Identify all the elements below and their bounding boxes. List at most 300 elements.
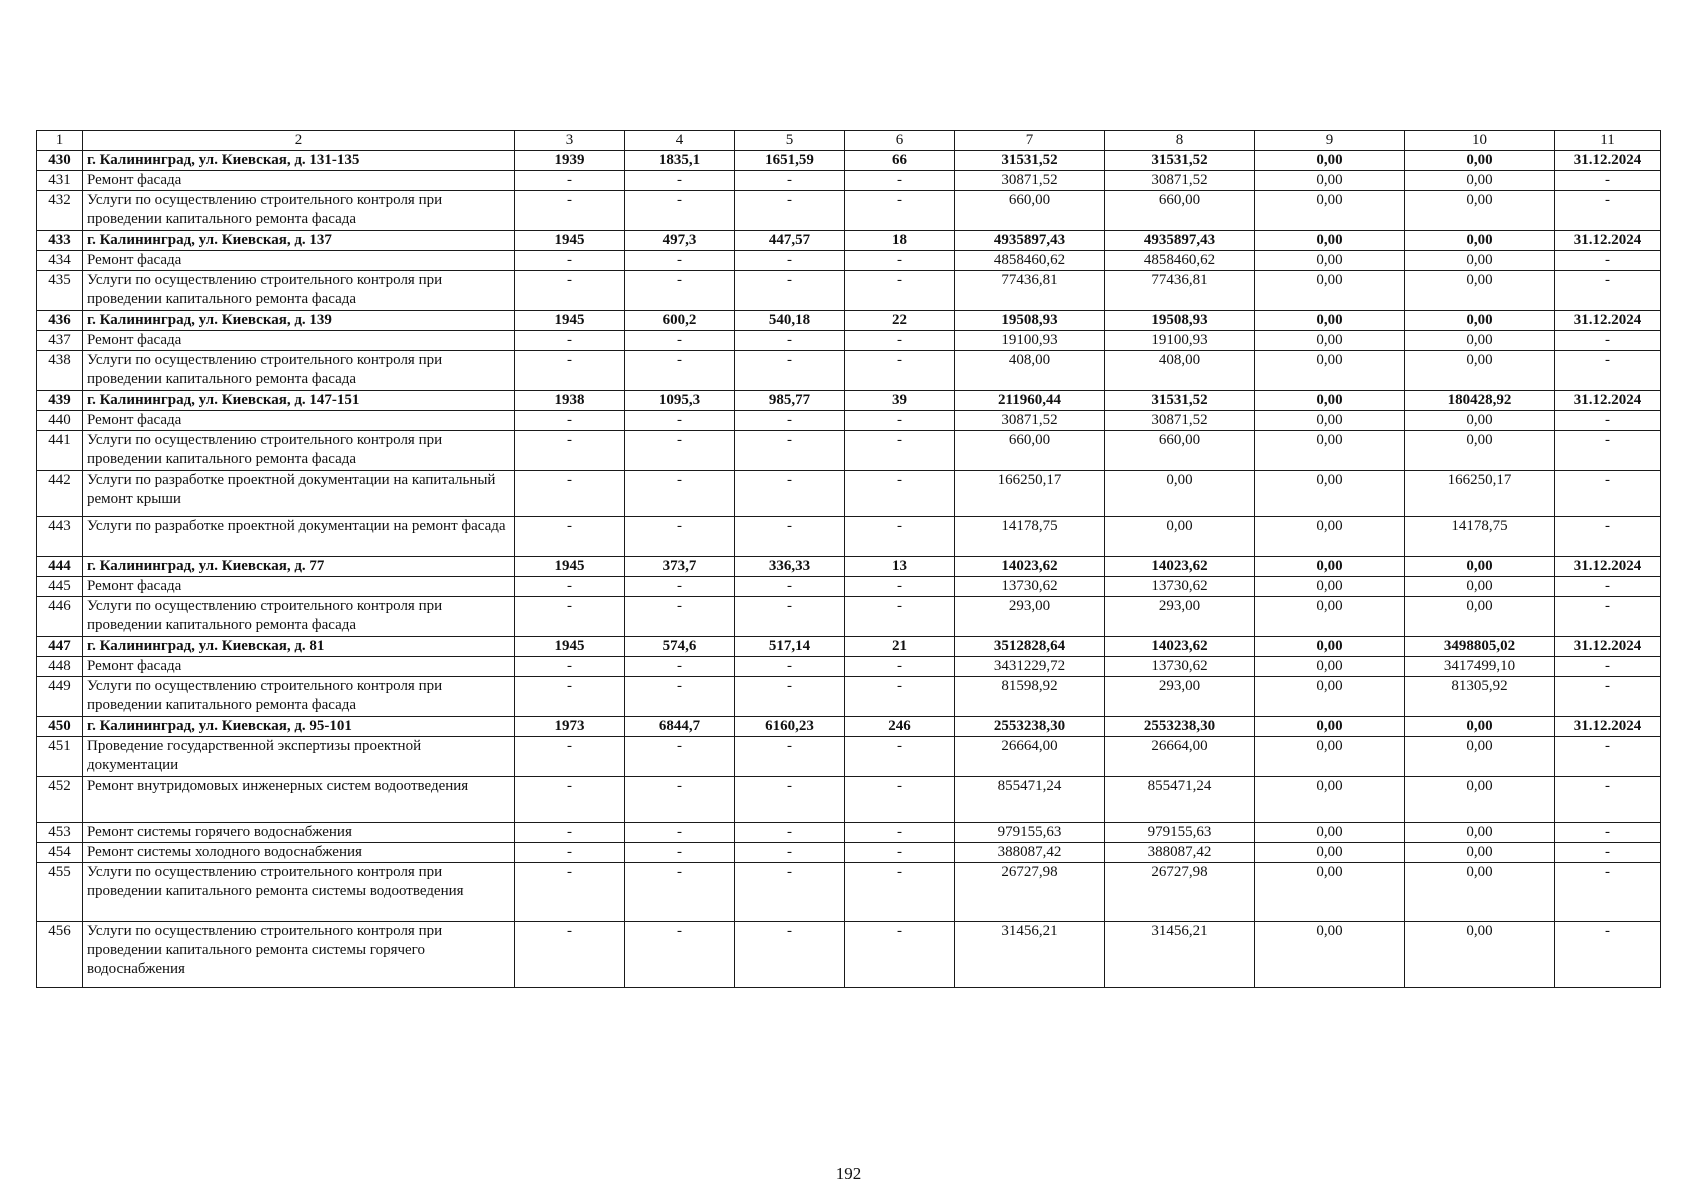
cost-total-cell: 31531,52 [955,151,1105,171]
year-cell: - [515,331,625,351]
name-cell: Услуги по осуществлению строительного контроля при проведении капитального ремонта фасада [83,677,515,717]
area-total-cell: 600,2 [625,311,735,331]
cost-total-cell: 30871,52 [955,171,1105,191]
name-cell: Ремонт фасада [83,331,515,351]
name-cell: Ремонт фасада [83,577,515,597]
cost-fund-cell: 408,00 [1105,351,1255,391]
deadline-cell: - [1555,823,1661,843]
work-item-row [37,863,1661,922]
year-cell: - [515,737,625,777]
col-header: 11 [1555,131,1661,151]
table-body [37,131,1661,988]
year-cell: - [515,351,625,391]
area-living-cell: - [735,777,845,823]
cost-budget-cell: 0,00 [1255,777,1405,823]
area-living-cell: 517,14 [735,637,845,657]
cost-owners-cell: 0,00 [1405,777,1555,823]
row-number-cell: 454 [37,843,83,863]
year-cell: - [515,517,625,557]
cost-budget-cell: 0,00 [1255,863,1405,922]
name-cell: Услуги по осуществлению строительного контроля при проведении капитального ремонта системы горячего водоснабжения [83,922,515,988]
cost-budget-cell: 0,00 [1255,557,1405,577]
work-item-row [37,922,1661,988]
name-cell: Услуги по осуществлению строительного контроля при проведении капитального ремонта фасада [83,431,515,471]
name-cell: Проведение государственной экспертизы проектной документации [83,737,515,777]
row-number-cell: 448 [37,657,83,677]
cost-budget-cell: 0,00 [1255,823,1405,843]
cost-owners-cell: 0,00 [1405,922,1555,988]
area-living-cell: 540,18 [735,311,845,331]
name-cell: Услуги по осуществлению строительного контроля при проведении капитального ремонта фасада [83,271,515,311]
name-cell: Ремонт фасада [83,657,515,677]
cost-total-cell: 2553238,30 [955,717,1105,737]
area-living-cell: - [735,577,845,597]
cost-total-cell: 166250,17 [955,471,1105,517]
cost-owners-cell: 0,00 [1405,411,1555,431]
name-cell: г. Калининград, ул. Киевская, д. 131-135 [83,151,515,171]
area-living-cell: - [735,517,845,557]
cost-owners-cell: 180428,92 [1405,391,1555,411]
cost-fund-cell: 31456,21 [1105,922,1255,988]
cost-total-cell: 77436,81 [955,271,1105,311]
residents-cell: 66 [845,151,955,171]
area-living-cell: - [735,597,845,637]
capital-repair-table [36,130,1661,988]
cost-fund-cell: 0,00 [1105,471,1255,517]
cost-owners-cell: 0,00 [1405,191,1555,231]
cost-owners-cell: 14178,75 [1405,517,1555,557]
area-living-cell: - [735,431,845,471]
address-row [37,151,1661,171]
name-cell: г. Калининград, ул. Киевская, д. 137 [83,231,515,251]
cost-total-cell: 13730,62 [955,577,1105,597]
col-header: 5 [735,131,845,151]
residents-cell: - [845,737,955,777]
cost-budget-cell: 0,00 [1255,637,1405,657]
area-living-cell: - [735,271,845,311]
cost-total-cell: 19508,93 [955,311,1105,331]
year-cell: 1945 [515,311,625,331]
cost-fund-cell: 31531,52 [1105,151,1255,171]
cost-total-cell: 3431229,72 [955,657,1105,677]
cost-owners-cell: 0,00 [1405,577,1555,597]
cost-budget-cell: 0,00 [1255,471,1405,517]
row-number-cell: 433 [37,231,83,251]
deadline-cell: 31.12.2024 [1555,311,1661,331]
area-living-cell: - [735,843,845,863]
deadline-cell: 31.12.2024 [1555,391,1661,411]
deadline-cell: - [1555,657,1661,677]
deadline-cell: - [1555,431,1661,471]
row-number-cell: 432 [37,191,83,231]
area-total-cell: 373,7 [625,557,735,577]
work-item-row [37,171,1661,191]
cost-fund-cell: 979155,63 [1105,823,1255,843]
cost-total-cell: 660,00 [955,191,1105,231]
area-living-cell: - [735,411,845,431]
cost-fund-cell: 30871,52 [1105,171,1255,191]
cost-total-cell: 4935897,43 [955,231,1105,251]
cost-owners-cell: 0,00 [1405,557,1555,577]
deadline-cell: - [1555,597,1661,637]
name-cell: Ремонт системы холодного водоснабжения [83,843,515,863]
cost-budget-cell: 0,00 [1255,351,1405,391]
cost-budget-cell: 0,00 [1255,251,1405,271]
row-number-cell: 443 [37,517,83,557]
area-total-cell: 497,3 [625,231,735,251]
residents-cell: - [845,251,955,271]
cost-fund-cell: 293,00 [1105,597,1255,637]
work-item-row [37,471,1661,517]
area-total-cell: - [625,251,735,271]
cost-fund-cell: 19508,93 [1105,311,1255,331]
area-total-cell: - [625,517,735,557]
area-total-cell: - [625,823,735,843]
year-cell: - [515,863,625,922]
cost-owners-cell: 0,00 [1405,717,1555,737]
cost-total-cell: 26727,98 [955,863,1105,922]
row-number-cell: 447 [37,637,83,657]
residents-cell: 22 [845,311,955,331]
year-cell: - [515,843,625,863]
area-living-cell: 1651,59 [735,151,845,171]
cost-total-cell: 293,00 [955,597,1105,637]
name-cell: Услуги по разработке проектной документации на ремонт фасада [83,517,515,557]
deadline-cell: 31.12.2024 [1555,151,1661,171]
residents-cell: - [845,677,955,717]
cost-owners-cell: 0,00 [1405,231,1555,251]
residents-cell: - [845,577,955,597]
cost-budget-cell: 0,00 [1255,922,1405,988]
cost-fund-cell: 77436,81 [1105,271,1255,311]
row-number-cell: 452 [37,777,83,823]
year-cell: - [515,597,625,637]
name-cell: Услуги по осуществлению строительного контроля при проведении капитального ремонта фасада [83,191,515,231]
work-item-row [37,271,1661,311]
name-cell: Услуги по разработке проектной документации на капитальный ремонт крыши [83,471,515,517]
cost-owners-cell: 0,00 [1405,431,1555,471]
cost-budget-cell: 0,00 [1255,657,1405,677]
residents-cell: 13 [845,557,955,577]
name-cell: Ремонт фасада [83,171,515,191]
row-number-cell: 455 [37,863,83,922]
deadline-cell: - [1555,331,1661,351]
cost-total-cell: 979155,63 [955,823,1105,843]
residents-cell: - [845,777,955,823]
year-cell: 1945 [515,637,625,657]
cost-fund-cell: 14023,62 [1105,557,1255,577]
cost-fund-cell: 660,00 [1105,191,1255,231]
cost-budget-cell: 0,00 [1255,411,1405,431]
area-total-cell: 1095,3 [625,391,735,411]
cost-owners-cell: 0,00 [1405,863,1555,922]
year-cell: - [515,411,625,431]
cost-budget-cell: 0,00 [1255,171,1405,191]
cost-owners-cell: 0,00 [1405,737,1555,777]
cost-budget-cell: 0,00 [1255,331,1405,351]
cost-total-cell: 30871,52 [955,411,1105,431]
work-item-row [37,677,1661,717]
residents-cell: - [845,431,955,471]
area-total-cell: - [625,677,735,717]
deadline-cell: - [1555,922,1661,988]
row-number-cell: 436 [37,311,83,331]
deadline-cell: - [1555,471,1661,517]
col-header: 9 [1255,131,1405,151]
area-total-cell: 574,6 [625,637,735,657]
residents-cell: - [845,191,955,231]
work-item-row [37,351,1661,391]
area-total-cell: - [625,843,735,863]
cost-budget-cell: 0,00 [1255,391,1405,411]
row-number-cell: 430 [37,151,83,171]
area-total-cell: - [625,657,735,677]
year-cell: - [515,922,625,988]
cost-owners-cell: 0,00 [1405,351,1555,391]
residents-cell: - [845,411,955,431]
cost-total-cell: 855471,24 [955,777,1105,823]
name-cell: Ремонт системы горячего водоснабжения [83,823,515,843]
cost-fund-cell: 19100,93 [1105,331,1255,351]
cost-owners-cell: 81305,92 [1405,677,1555,717]
residents-cell: - [845,922,955,988]
cost-fund-cell: 855471,24 [1105,777,1255,823]
work-item-row [37,577,1661,597]
work-item-row [37,431,1661,471]
row-number-cell: 446 [37,597,83,637]
row-number-cell: 434 [37,251,83,271]
area-living-cell: - [735,922,845,988]
name-cell: Ремонт фасада [83,411,515,431]
deadline-cell: - [1555,251,1661,271]
row-number-cell: 438 [37,351,83,391]
year-cell: - [515,271,625,311]
page-number: 192 [835,1164,862,1183]
area-living-cell: 985,77 [735,391,845,411]
cost-fund-cell: 0,00 [1105,517,1255,557]
cost-budget-cell: 0,00 [1255,737,1405,777]
cost-owners-cell: 166250,17 [1405,471,1555,517]
row-number-cell: 440 [37,411,83,431]
area-living-cell: 6160,23 [735,717,845,737]
cost-budget-cell: 0,00 [1255,597,1405,637]
address-row [37,717,1661,737]
work-item-row [37,823,1661,843]
name-cell: Услуги по осуществлению строительного контроля при проведении капитального ремонта фасада [83,351,515,391]
residents-cell: - [845,823,955,843]
work-item-row [37,251,1661,271]
cost-total-cell: 388087,42 [955,843,1105,863]
area-total-cell: - [625,922,735,988]
area-living-cell: - [735,823,845,843]
work-item-row [37,657,1661,677]
year-cell: - [515,171,625,191]
area-total-cell: - [625,431,735,471]
name-cell: г. Калининград, ул. Киевская, д. 81 [83,637,515,657]
col-header: 3 [515,131,625,151]
address-row [37,391,1661,411]
col-header: 7 [955,131,1105,151]
name-cell: г. Калининград, ул. Киевская, д. 77 [83,557,515,577]
cost-fund-cell: 13730,62 [1105,577,1255,597]
cost-total-cell: 4858460,62 [955,251,1105,271]
cost-budget-cell: 0,00 [1255,517,1405,557]
cost-owners-cell: 0,00 [1405,823,1555,843]
row-number-cell: 456 [37,922,83,988]
area-living-cell: - [735,251,845,271]
deadline-cell: 31.12.2024 [1555,717,1661,737]
cost-owners-cell: 0,00 [1405,331,1555,351]
deadline-cell: - [1555,863,1661,922]
area-living-cell: - [735,191,845,231]
name-cell: Ремонт внутридомовых инженерных систем водоотведения [83,777,515,823]
area-living-cell: - [735,677,845,717]
col-header: 8 [1105,131,1255,151]
deadline-cell: - [1555,271,1661,311]
deadline-cell: - [1555,737,1661,777]
cost-budget-cell: 0,00 [1255,231,1405,251]
cost-fund-cell: 30871,52 [1105,411,1255,431]
area-total-cell: - [625,411,735,431]
cost-fund-cell: 26664,00 [1105,737,1255,777]
area-total-cell: 1835,1 [625,151,735,171]
cost-owners-cell: 0,00 [1405,151,1555,171]
year-cell: 1945 [515,231,625,251]
area-total-cell: 6844,7 [625,717,735,737]
col-header: 1 [37,131,83,151]
cost-budget-cell: 0,00 [1255,843,1405,863]
row-number-cell: 450 [37,717,83,737]
address-row [37,637,1661,657]
deadline-cell: - [1555,351,1661,391]
deadline-cell: 31.12.2024 [1555,557,1661,577]
cost-owners-cell: 0,00 [1405,251,1555,271]
work-item-row [37,517,1661,557]
residents-cell: - [845,517,955,557]
cost-budget-cell: 0,00 [1255,151,1405,171]
residents-cell: - [845,171,955,191]
area-total-cell: - [625,777,735,823]
year-cell: - [515,191,625,231]
row-number-cell: 437 [37,331,83,351]
deadline-cell: 31.12.2024 [1555,231,1661,251]
work-item-row [37,331,1661,351]
year-cell: - [515,471,625,517]
row-number-cell: 442 [37,471,83,517]
cost-owners-cell: 0,00 [1405,271,1555,311]
deadline-cell: - [1555,677,1661,717]
cost-budget-cell: 0,00 [1255,677,1405,717]
cost-total-cell: 408,00 [955,351,1105,391]
year-cell: 1939 [515,151,625,171]
cost-total-cell: 660,00 [955,431,1105,471]
deadline-cell: 31.12.2024 [1555,637,1661,657]
area-total-cell: - [625,737,735,777]
area-total-cell: - [625,271,735,311]
cost-total-cell: 26664,00 [955,737,1105,777]
year-cell: - [515,677,625,717]
area-total-cell: - [625,351,735,391]
cost-owners-cell: 0,00 [1405,597,1555,637]
work-item-row [37,191,1661,231]
area-living-cell: - [735,657,845,677]
work-item-row [37,737,1661,777]
cost-fund-cell: 4858460,62 [1105,251,1255,271]
address-row [37,231,1661,251]
area-living-cell: 336,33 [735,557,845,577]
deadline-cell: - [1555,171,1661,191]
cost-fund-cell: 31531,52 [1105,391,1255,411]
cost-owners-cell: 0,00 [1405,843,1555,863]
cost-fund-cell: 26727,98 [1105,863,1255,922]
year-cell: - [515,577,625,597]
name-cell: Услуги по осуществлению строительного контроля при проведении капитального ремонта системы водоотведения [83,863,515,922]
column-number-row [37,131,1661,151]
area-total-cell: - [625,577,735,597]
cost-fund-cell: 660,00 [1105,431,1255,471]
col-header: 6 [845,131,955,151]
cost-budget-cell: 0,00 [1255,577,1405,597]
cost-fund-cell: 14023,62 [1105,637,1255,657]
cost-budget-cell: 0,00 [1255,271,1405,311]
cost-budget-cell: 0,00 [1255,191,1405,231]
cost-owners-cell: 0,00 [1405,311,1555,331]
residents-cell: 39 [845,391,955,411]
residents-cell: - [845,331,955,351]
register-sheet [36,130,1660,988]
area-total-cell: - [625,863,735,922]
residents-cell: - [845,843,955,863]
cost-total-cell: 19100,93 [955,331,1105,351]
name-cell: г. Калининград, ул. Киевская, д. 95-101 [83,717,515,737]
deadline-cell: - [1555,517,1661,557]
area-living-cell: - [735,351,845,391]
cost-owners-cell: 3498805,02 [1405,637,1555,657]
cost-budget-cell: 0,00 [1255,431,1405,471]
year-cell: - [515,431,625,471]
row-number-cell: 449 [37,677,83,717]
cost-total-cell: 14023,62 [955,557,1105,577]
work-item-row [37,597,1661,637]
area-total-cell: - [625,191,735,231]
row-number-cell: 444 [37,557,83,577]
col-header: 2 [83,131,515,151]
deadline-cell: - [1555,843,1661,863]
col-header: 4 [625,131,735,151]
area-living-cell: - [735,171,845,191]
area-total-cell: - [625,171,735,191]
work-item-row [37,411,1661,431]
residents-cell: 246 [845,717,955,737]
residents-cell: - [845,271,955,311]
cost-total-cell: 14178,75 [955,517,1105,557]
area-total-cell: - [625,331,735,351]
cost-total-cell: 211960,44 [955,391,1105,411]
residents-cell: 18 [845,231,955,251]
residents-cell: - [845,597,955,637]
row-number-cell: 431 [37,171,83,191]
residents-cell: - [845,351,955,391]
year-cell: - [515,251,625,271]
name-cell: Ремонт фасада [83,251,515,271]
deadline-cell: - [1555,411,1661,431]
work-item-row [37,777,1661,823]
residents-cell: - [845,471,955,517]
row-number-cell: 439 [37,391,83,411]
work-item-row [37,843,1661,863]
deadline-cell: - [1555,777,1661,823]
row-number-cell: 451 [37,737,83,777]
